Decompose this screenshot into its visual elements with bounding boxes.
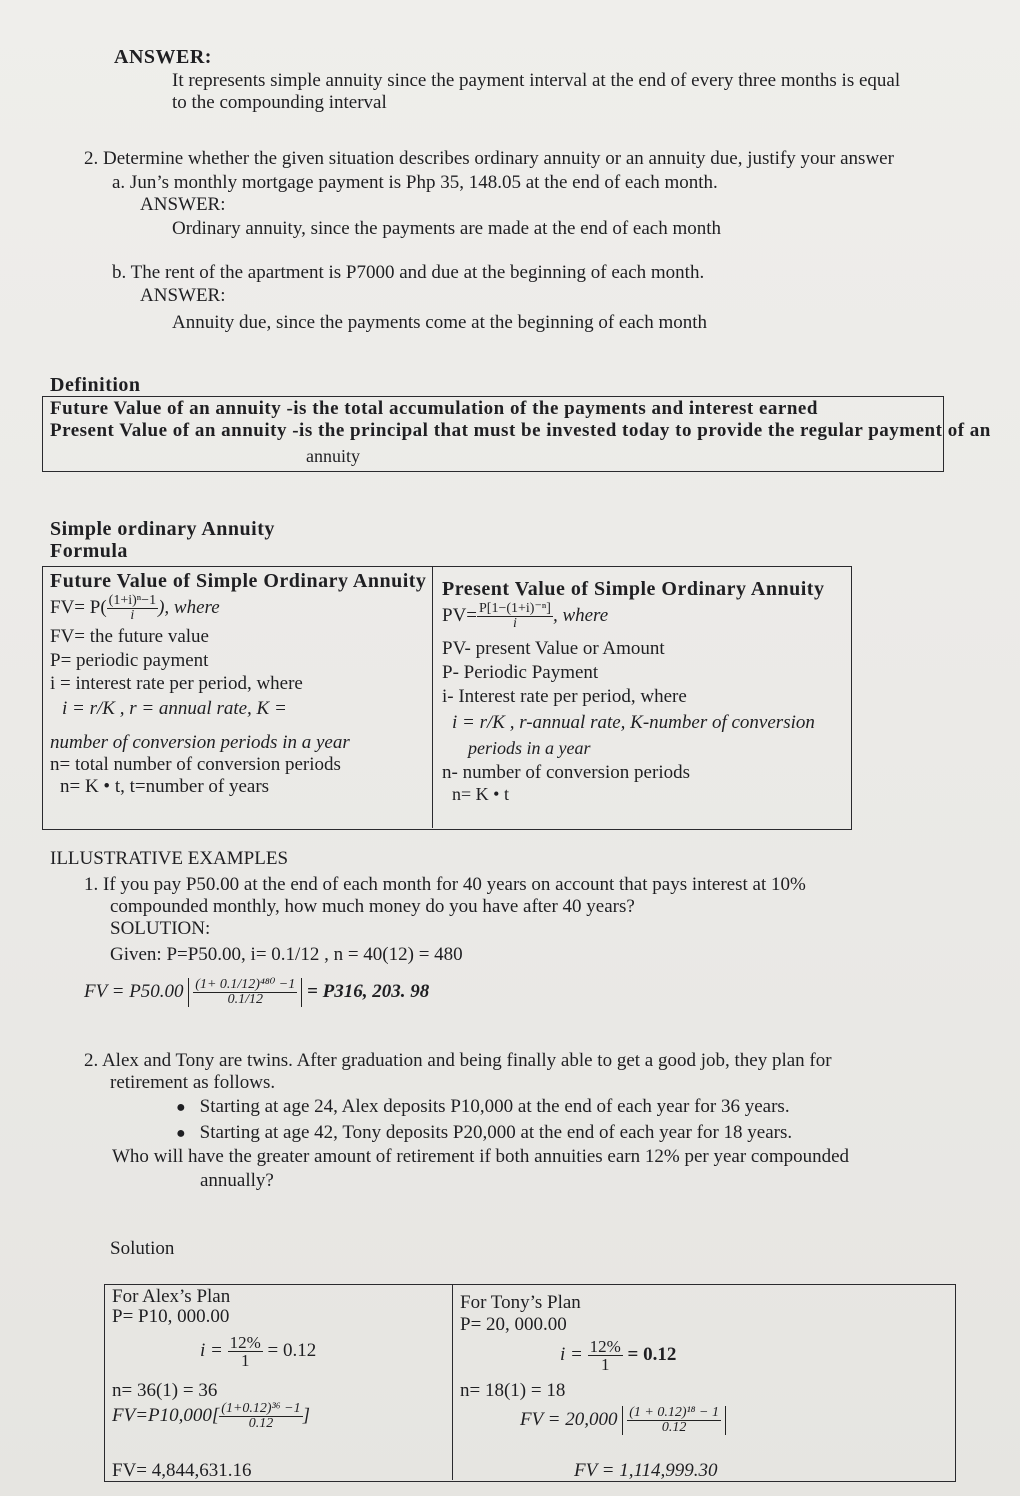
tony-rate-den: 1 xyxy=(600,1355,610,1374)
alex-rate-value: = 0.12 xyxy=(267,1339,317,1361)
tony-plan-title: For Tony’s Plan xyxy=(460,1292,581,1313)
pv-periods-line: periods in a year xyxy=(468,738,591,758)
bullet-icon: ● xyxy=(176,1099,186,1116)
question-2b-answer-label: ANSWER: xyxy=(140,285,226,306)
example-1-line2: compounded monthly, how much money do you have after 40 years? xyxy=(110,896,635,917)
alex-fv-calc: FV=P10,000[ $\frac{\text{(1+0.12)³⁶ −1}}{0.12}$ ] xyxy=(112,1401,310,1431)
fv-formula-title: Future Value of Simple Ordinary Annuity xyxy=(50,570,427,592)
fv-formula-numerator: (1+i)ⁿ−1 xyxy=(108,593,157,608)
alex-rate-den: 1 xyxy=(240,1351,250,1370)
example-2-question-line2: annually? xyxy=(200,1170,274,1191)
example-2-bullet-alex xyxy=(176,1096,790,1118)
tony-rate-value: = 0.12 xyxy=(627,1343,677,1365)
bullet-icon: ● xyxy=(176,1125,186,1142)
example-1-fv-result: = P316, 203. 98 xyxy=(307,980,430,1002)
pv-rate-line: i = r/K , r-annual rate, K-number of conversion xyxy=(452,712,815,733)
answer-text-line1: It represents simple annuity since the payment interval at the end of every three months is equal xyxy=(172,70,901,91)
tony-fv-numerator: (1 + 0.12)¹⁸ − 1 xyxy=(629,1405,719,1420)
tony-payment: P= 20, 000.00 xyxy=(460,1314,567,1335)
alex-plan-title: For Alex’s Plan xyxy=(112,1286,231,1307)
example-1-line1: 1. If you pay P50.00 at the end of each month for 40 years on account that pays interest at 10% xyxy=(84,874,806,895)
illustrative-heading: ILLUSTRATIVE EXAMPLES xyxy=(50,848,289,869)
solution-label: Solution xyxy=(110,1238,175,1259)
simple-ordinary-annuity-heading: Simple ordinary Annuity xyxy=(50,518,275,540)
tony-fv-prefix: FV = 20,000 xyxy=(520,1408,618,1430)
example-1-fv-numerator: (1+ 0.1/12)⁴⁸⁰ −1 xyxy=(195,977,296,992)
pv-formula xyxy=(442,602,608,631)
pv-n-line: n- number of conversion periods xyxy=(442,762,690,783)
example-1-solution-label: SOLUTION: xyxy=(110,918,211,939)
alex-fv-denominator: 0.12 xyxy=(248,1416,274,1431)
alex-rate: i = $\frac{12\%}{1}$ = 0.12 xyxy=(200,1333,317,1370)
alex-fv-result: FV= 4,844,631.16 xyxy=(112,1460,252,1481)
definition-future-value: Future Value of an annuity -is the total accumulation of the payments and interest earned xyxy=(50,398,818,419)
alex-payment: P= P10, 000.00 xyxy=(112,1306,230,1327)
question-2b-text: b. The rent of the apartment is P7000 and due at the beginning of each month. xyxy=(112,262,705,283)
pv-def-line: i- Interest rate per period, where xyxy=(442,686,687,707)
example-2-line2: retirement as follows. xyxy=(110,1072,276,1093)
example-1-fv-denominator: 0.1/12 xyxy=(227,992,263,1007)
fv-formula-denominator: i xyxy=(130,608,135,623)
fv-conversion-line: number of conversion periods in a year xyxy=(50,732,350,753)
pv-formula-prefix: PV= xyxy=(442,604,478,626)
pv-formula-title: Present Value of Simple Ordinary Annuity xyxy=(442,578,825,600)
question-2a-answer: Ordinary annuity, since the payments are made at the end of each month xyxy=(172,218,722,239)
pv-def-line: PV- present Value or Amount xyxy=(442,638,665,659)
definition-present-value-cont: annuity xyxy=(306,446,360,466)
tony-n: n= 18(1) = 18 xyxy=(460,1380,566,1401)
fv-def-line: i = interest rate per period, where xyxy=(50,673,303,694)
fv-formula-prefix: FV= P( xyxy=(50,596,107,618)
pv-def-line: P- Periodic Payment xyxy=(442,662,599,683)
tony-rate: i = $\frac{12\%}{1}$ = 0.12 xyxy=(560,1337,677,1374)
pv-formula-denominator: i xyxy=(513,616,517,631)
fv-def-line: FV= the future value xyxy=(50,626,209,647)
example-1-given: Given: P=P50.00, i= 0.1/12 , n = 40(12) = 480 xyxy=(110,944,463,965)
definition-heading: Definition xyxy=(50,374,141,396)
solution-table-divider xyxy=(452,1284,453,1480)
pv-nk-line: n= K • t xyxy=(452,784,509,804)
example-2-question-line1: Who will have the greater amount of retirement if both annuities earn 12% per year compounded xyxy=(112,1146,850,1167)
alex-fv-prefix: FV=P10,000[ xyxy=(112,1404,220,1426)
question-2a-answer-label: ANSWER: xyxy=(140,194,226,215)
example-2-line1: 2. Alex and Tony are twins. After graduation and being finally able to get a good job, they plan for xyxy=(84,1050,832,1071)
example-1-fv-prefix: FV = P50.00 xyxy=(84,980,184,1002)
pv-formula-suffix: , where xyxy=(552,604,609,626)
example-2-bullet-text: Starting at age 24, Alex deposits P10,000 at the end of each year for 36 years. xyxy=(199,1096,790,1117)
alex-rate-pct: 12% xyxy=(229,1333,261,1352)
question-2b-answer: Annuity due, since the payments come at the beginning of each month xyxy=(172,312,708,333)
question-2a-text: a. Jun’s monthly mortgage payment is Php 35, 148.05 at the end of each month. xyxy=(112,172,718,193)
tony-fv-denominator: 0.12 xyxy=(661,1420,687,1435)
definition-present-value: Present Value of an annuity -is the principal that must be invested today to provide the regular payment of an xyxy=(50,420,991,441)
example-2-bullet-tony xyxy=(176,1122,792,1144)
tony-fv-result: FV = 1,114,999.30 xyxy=(574,1460,718,1481)
answer-text-line2: to the compounding interval xyxy=(172,92,387,113)
tony-fv-calc xyxy=(520,1406,726,1435)
fv-rate-line: i = r/K , r = annual rate, K = xyxy=(62,698,287,719)
fv-n-line: n= total number of conversion periods xyxy=(50,754,341,775)
formula-table-divider xyxy=(432,566,433,828)
fv-formula-suffix: ), where xyxy=(158,596,220,618)
fv-def-line: P= periodic payment xyxy=(50,650,209,671)
formula-heading: Formula xyxy=(50,540,128,562)
alex-fv-numerator: (1+0.12)³⁶ −1 xyxy=(221,1401,301,1416)
tony-rate-pct: 12% xyxy=(589,1337,621,1356)
answer-label: ANSWER: xyxy=(114,46,212,68)
fv-formula xyxy=(50,594,220,623)
alex-n: n= 36(1) = 36 xyxy=(112,1380,218,1401)
pv-formula-numerator: P[1−(1+i)⁻ⁿ] xyxy=(479,601,551,616)
question-2-prompt: 2. Determine whether the given situation describes ordinary annuity or an annuity due, justify your answer xyxy=(84,148,894,169)
fv-nk-line: n= K • t, t=number of years xyxy=(60,776,270,797)
example-2-bullet-text: Starting at age 42, Tony deposits P20,000 at the end of each year for 18 years. xyxy=(199,1122,793,1143)
example-1-fv-calc xyxy=(84,978,429,1007)
